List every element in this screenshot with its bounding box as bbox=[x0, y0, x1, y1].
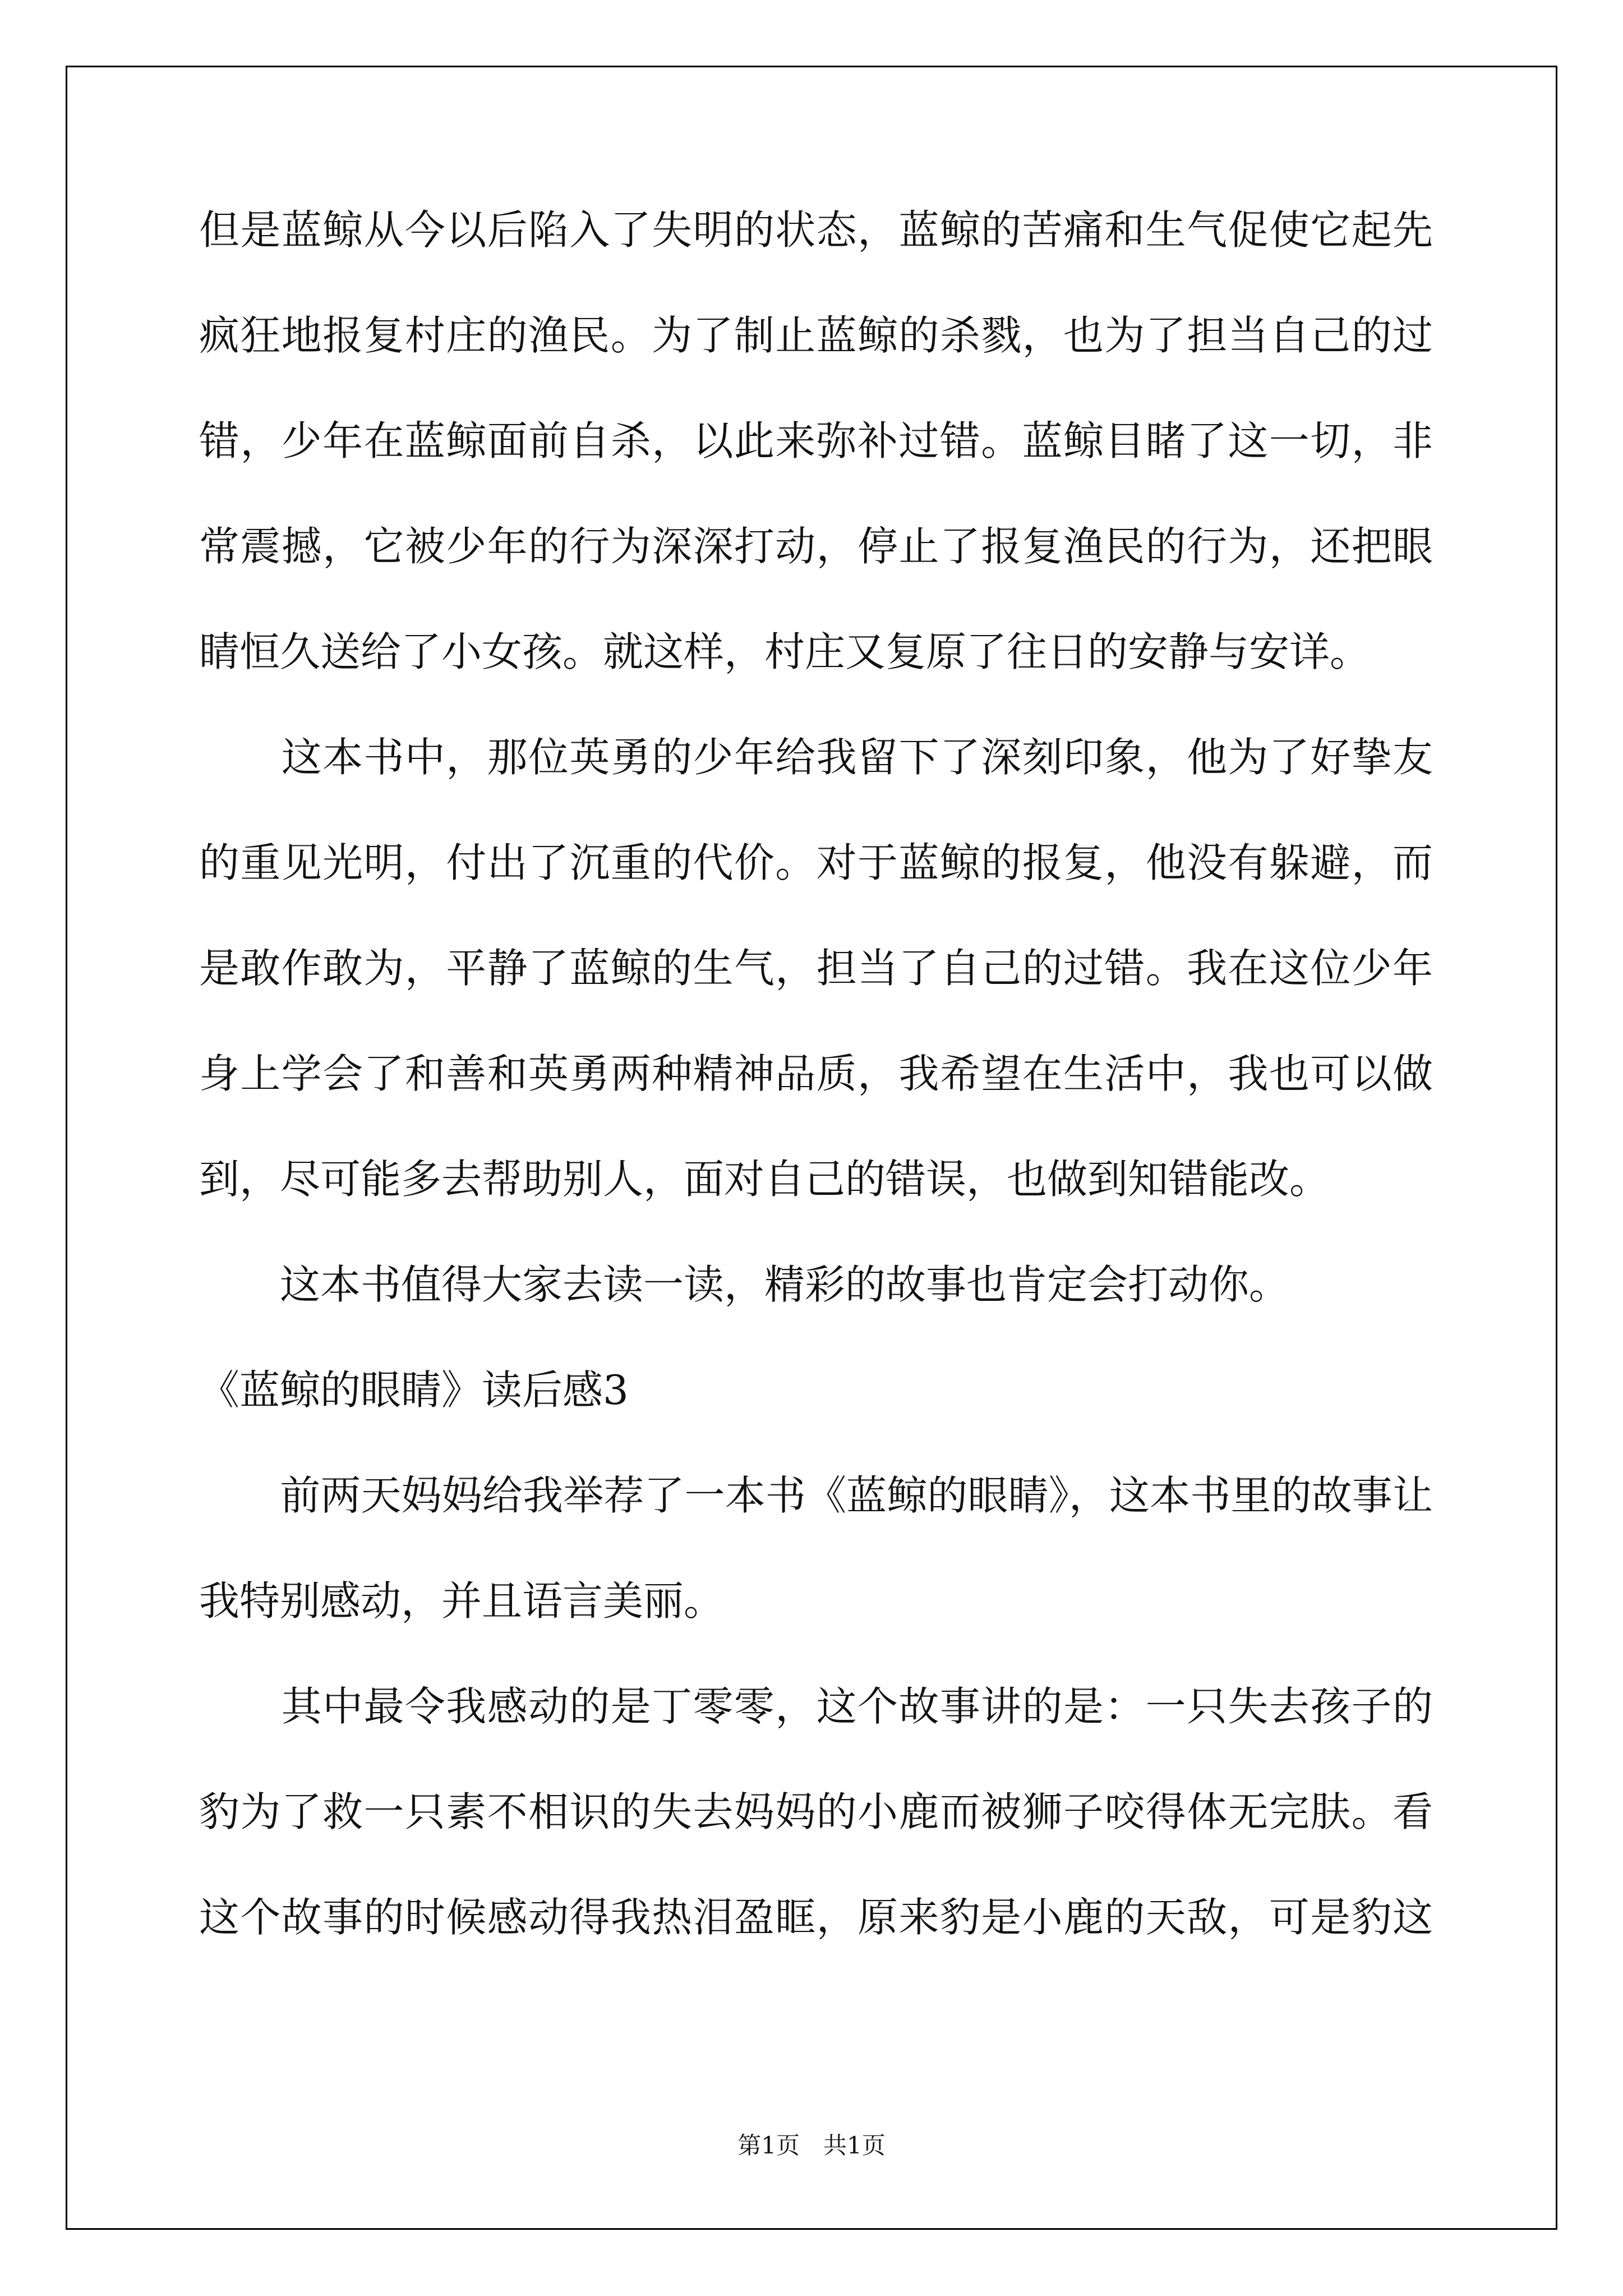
text-line-7: 的重见光明，付出了沉重的代价。对于蓝鲸的报复，他没有躲避，而 bbox=[199, 839, 1433, 886]
text-line-9: 身上学会了和善和英勇两种精神品质，我希望在生活中，我也可以做 bbox=[199, 1050, 1433, 1097]
text-line-16: 豹为了救一只素不相识的失去妈妈的小鹿而被狮子咬得体无完肤。看 bbox=[199, 1788, 1433, 1835]
text-line-15: 其中最令我感动的是丁零零，这个故事讲的是：一只失去孩子的 bbox=[199, 1683, 1433, 1730]
text-line-14: 我特别感动，并且语言美丽。 bbox=[199, 1577, 725, 1625]
text-line-8: 是敢作敢为，平静了蓝鲸的生气，担当了自己的过错。我在这位少年 bbox=[199, 945, 1433, 992]
text-line-3: 错，少年在蓝鲸面前自杀，以此来弥补过错。蓝鲸目睹了这一切，非 bbox=[199, 417, 1433, 464]
text-line-2: 疯狂地报复村庄的渔民。为了制止蓝鲸的杀戮，也为了担当自己的过 bbox=[199, 312, 1433, 359]
text-line-10: 到，尽可能多去帮助别人，面对自己的错误，也做到知错能改。 bbox=[199, 1156, 1330, 1203]
text-line-17: 这个故事的时候感动得我热泪盈眶，原来豹是小鹿的天敌，可是豹这 bbox=[199, 1894, 1433, 1941]
text-line-1: 但是蓝鲸从今以后陷入了失明的状态，蓝鲸的苦痛和生气促使它起先 bbox=[199, 206, 1433, 254]
text-line-4: 常震撼，它被少年的行为深深打动，停止了报复渔民的行为，还把眼 bbox=[199, 523, 1433, 570]
section-heading: 《蓝鲸的眼睛》读后感3 bbox=[199, 1366, 629, 1414]
text-line-11: 这本书值得大家去读一读，精彩的故事也肯定会打动你。 bbox=[199, 1261, 1290, 1308]
text-line-5: 睛恒久送给了小女孩。就这样，村庄又复原了往日的安静与安详。 bbox=[199, 628, 1371, 675]
page-number: 第1页 共1页 bbox=[737, 2132, 886, 2159]
text-line-6: 这本书中，那位英勇的少年给我留下了深刻印象，他为了好挚友 bbox=[199, 734, 1433, 781]
text-line-13: 前两天妈妈给我举荐了一本书《蓝鲸的眼睛》，这本书里的故事让 bbox=[199, 1472, 1433, 1519]
